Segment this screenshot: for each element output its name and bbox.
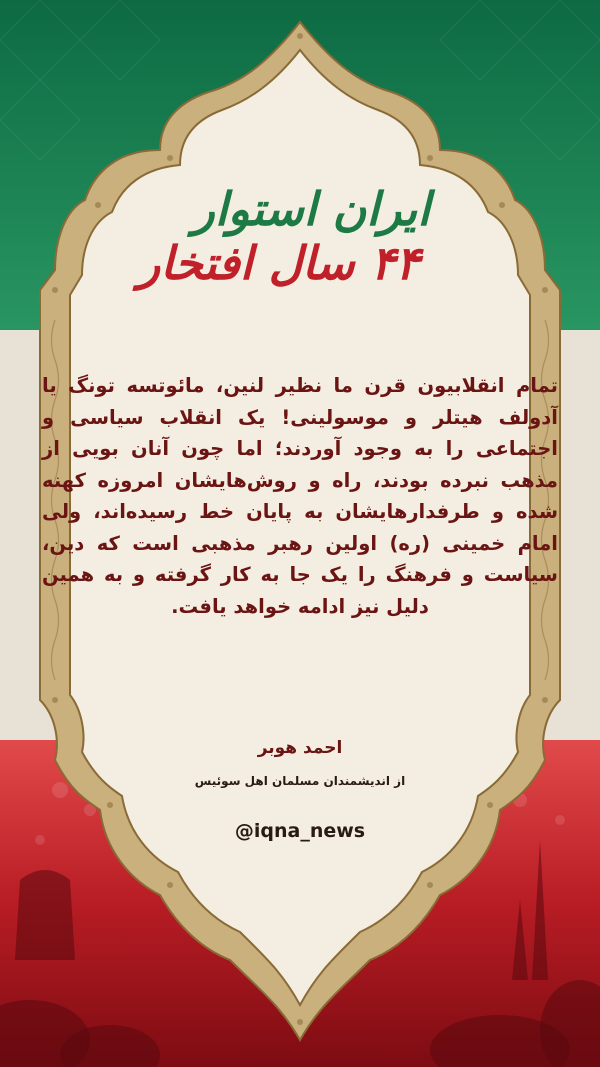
logo-line-2: ۴۴ سال افتخار	[137, 236, 420, 290]
logo	[137, 180, 440, 310]
author-name: احمد هوبر	[257, 738, 343, 758]
quote-text: تمام انقلابیون قرن ما نظیر لنین، مائوتسه تونگ یا آدولف هیتلر و موسولینی! یک انقلاب سیاسی و اجتماعی را به وجود آوردند؛ اما چون آنان بویی از مذهب نبرده بودند، راه و روش‌هایشان امروزه کهنه شده و طرفدارهایشان به پایان خط رسیده‌اند، ولی امام خمینی (ره) اولین رهبر مذهبی است که دین، سیاست و فرهنگ را یک جا به کار گرفته و به همین دلیل نیز ادامه خواهد یافت.	[42, 374, 558, 618]
logo-line-1: ایران استوار	[192, 182, 430, 236]
author-description: از اندیشمندان مسلمان اهل سوئیس	[194, 774, 406, 788]
social-handle: @iqna_news	[234, 820, 366, 842]
